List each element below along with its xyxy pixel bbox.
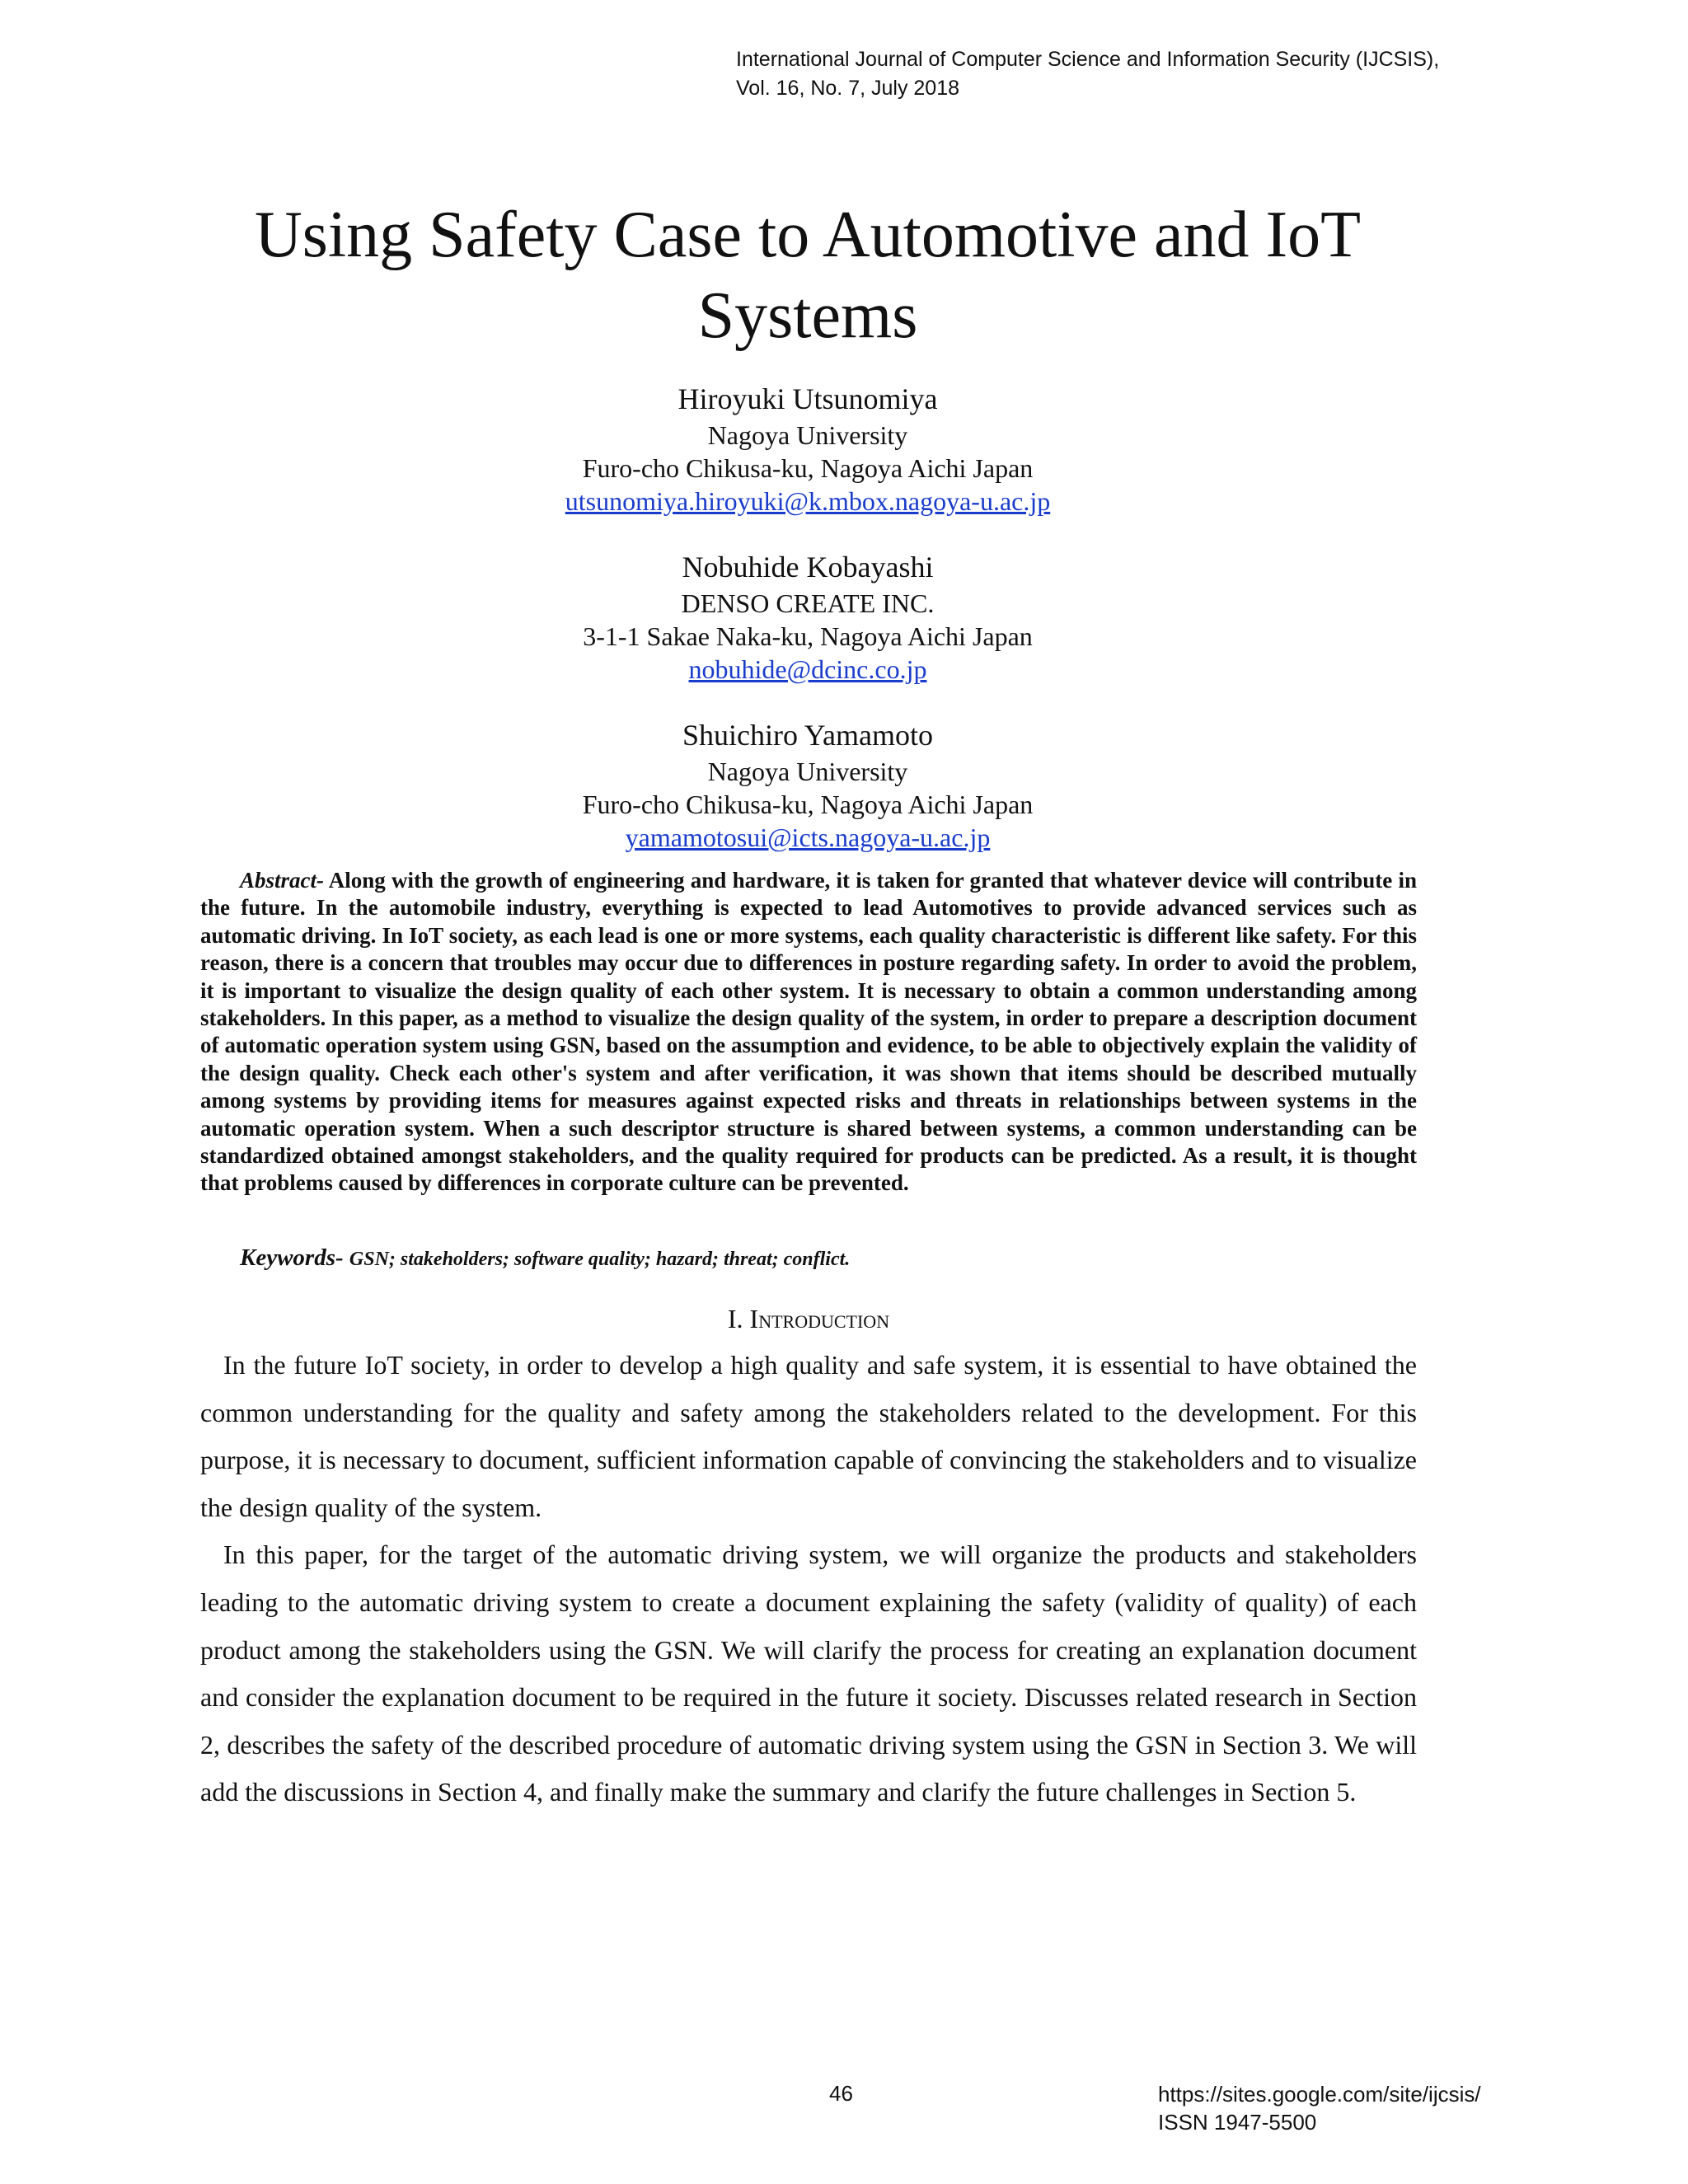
- author-affiliation: Nagoya University: [707, 420, 908, 450]
- section-body: [200, 1342, 1417, 1816]
- author-block: [313, 379, 1302, 518]
- paper-title: [198, 194, 1418, 356]
- author-email-link[interactable]: nobuhide@dcinc.co.jp: [688, 654, 927, 684]
- author-list: [313, 379, 1302, 883]
- journal-url-link[interactable]: https://sites.google.com/site/ijcsis/: [1158, 2082, 1481, 2107]
- paragraph: In this paper, for the target of the automatic driving system, we will organize the products and stakeholders leading to the automatic driving system to create a document explaining the safety (validity of quality) of each product among the stakeholders using the GSN. We will clarify the process for creating an explanation document and consider the explanation document to be required in the future it society. Discusses related research in Section 2, describes the safety of the described procedure of automatic driving system using the GSN in Section 3. We will add the discussions in Section 4, and finally make the summary and clarify the future challenges in Section 5.: [200, 1540, 1417, 1807]
- issn: ISSN 1947-5500: [1158, 2110, 1317, 2135]
- journal-header: [736, 45, 1439, 103]
- abstract-label: Abstract-: [240, 868, 325, 893]
- author-name: Nobuhide Kobayashi: [682, 551, 934, 583]
- paper-title-line2: Systems: [697, 279, 918, 352]
- page-number: 46: [829, 2081, 853, 2106]
- author-address: Furo-cho Chikusa-ku, Nagoya Aichi Japan: [582, 790, 1034, 819]
- journal-name: International Journal of Computer Science and Information Security (IJCSIS),: [736, 48, 1440, 71]
- journal-volume: Vol. 16, No. 7, July 2018: [736, 77, 960, 100]
- abstract-text: Along with the growth of engineering and hardware, it is taken for granted that whatever device will contribute in the future. In the automobile industry, everything is expected to lead Automotives to provide advanced services such as automatic driving. In IoT society, as each lead is one or more systems, each quality characteristic is different like safety. For this reason, there is a concern that troubles may occur due to differences in posture regarding safety. In order to avoid the problem, it is important to visualize the design quality of each other system. It is necessary to obtain a common understanding among stakeholders. In this paper, as a method to visualize the design quality of the system, in order to prepare a description document of automatic operation system using GSN, based on the assumption and evidence, to be able to objectively explain the validity of the design quality. Check each other's system and after verification, it was shown that items should be described mutually among systems by providing items for measures against expected risks and threats in relationships between systems in the automatic operation system. When a such descriptor structure is shared between systems, a common understanding can be standardized obtained amongst stakeholders, and the quality required for products can be predicted. As a result, it is thought that problems caused by differences in corporate culture can be prevented.: [200, 868, 1417, 1196]
- author-name: Hiroyuki Utsunomiya: [678, 382, 938, 415]
- author-block: [313, 547, 1302, 686]
- author-affiliation: Nagoya University: [707, 757, 908, 786]
- keywords-text: GSN; stakeholders; software quality; hazard; threat; conflict.: [349, 1249, 851, 1270]
- author-address: Furo-cho Chikusa-ku, Nagoya Aichi Japan: [582, 453, 1034, 483]
- author-name: Shuichiro Yamamoto: [682, 719, 933, 752]
- author-email-link[interactable]: utsunomiya.hiroyuki@k.mbox.nagoya-u.ac.jp: [565, 486, 1051, 516]
- paper-title-line1: Using Safety Case to Automotive and IoT: [254, 199, 1362, 271]
- section-heading: [0, 1301, 1617, 1337]
- author-email-link[interactable]: yamamotosui@icts.nagoya-u.ac.jp: [625, 823, 991, 852]
- footer-info: [1158, 2080, 1481, 2136]
- author-affiliation: DENSO CREATE INC.: [681, 588, 935, 618]
- keywords: [240, 1243, 850, 1274]
- keywords-label: Keywords-: [240, 1244, 344, 1271]
- author-address: 3-1-1 Sakae Naka-ku, Nagoya Aichi Japan: [583, 621, 1033, 651]
- section-title: Introduction: [749, 1304, 890, 1333]
- paragraph: In the future IoT society, in order to develop a high quality and safe system, it is essential to have obtained the common understanding for the quality and safety among the stakeholders related to the development. For this purpose, it is necessary to document, sufficient information capable of convincing the stakeholders and to visualize the design quality of the system.: [200, 1350, 1417, 1522]
- section-number: I.: [727, 1304, 743, 1333]
- author-block: [313, 715, 1302, 854]
- abstract: [200, 867, 1417, 1197]
